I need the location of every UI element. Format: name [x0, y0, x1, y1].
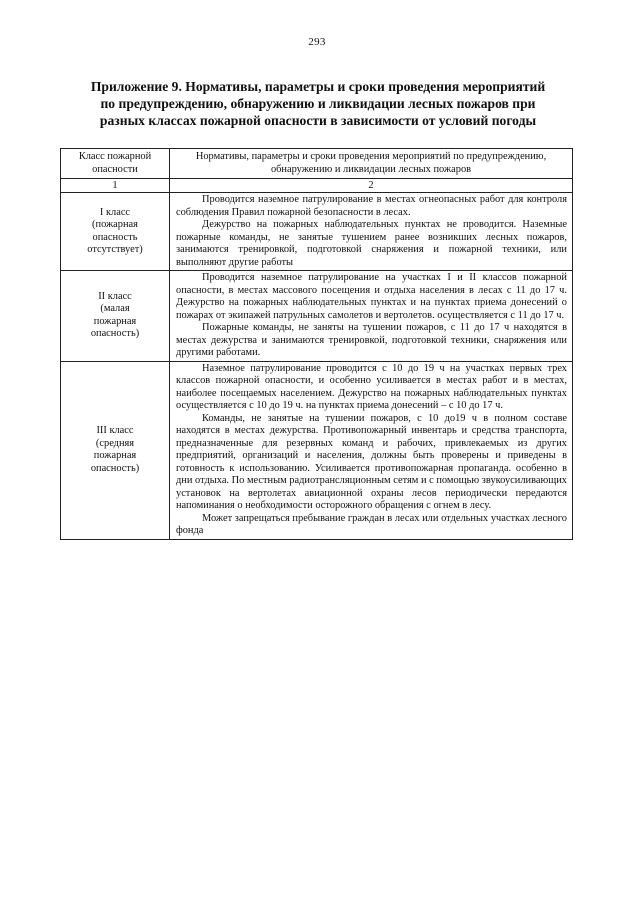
page-number: 293 — [308, 36, 326, 48]
fire-danger-table — [60, 148, 573, 540]
class-cell — [61, 193, 170, 271]
table-row — [61, 271, 573, 362]
table-row — [61, 361, 573, 539]
class-description: пожарная — [93, 450, 137, 461]
class-label: III класс — [96, 425, 134, 436]
class-label: I класс — [99, 206, 131, 218]
class-description: (пожарная — [92, 219, 138, 230]
measures-paragraph: Может запрещаться пребывание граждан в лесах или отдельных участках лесного фонда — [176, 512, 567, 536]
header-class-cell: Класс пожарной опасности — [61, 149, 170, 179]
title-line: Приложение 9. Нормативы, параметры и сроки проведения мероприятий — [90, 79, 546, 94]
measures-paragraph: Проводится наземное патрулирование на участках I и II классов пожарной опасности, в местах массового посещения и отдыха населения в лесах с 11 до 17 ч. Дежурство на пожарных наблюдательных пунктах и на пунктах приема донесений о пожарах от экипажей патрульных самолетов и вертолетов. осуществляется с 11 до 17 ч. — [176, 272, 567, 321]
table-row — [61, 193, 573, 271]
document-title — [58, 78, 578, 129]
column-number: 2 — [170, 179, 573, 193]
class-description: пожарная — [93, 315, 137, 327]
class-description: (малая — [100, 303, 130, 315]
class-description: опасность) — [90, 462, 140, 474]
class-description: опасность) — [90, 328, 140, 340]
measures-cell — [170, 361, 573, 539]
header-measures-cell: Нормативы, параметры и сроки проведения мероприятий по предупреждению, обнаружению и ликвидации лесных пожаров — [170, 149, 573, 179]
measures-cell — [170, 193, 573, 271]
class-cell — [61, 361, 170, 539]
title-line: разных классах пожарной опасности в зависимости от условий погоды — [99, 113, 537, 128]
class-description: отсутствует) — [87, 244, 143, 255]
class-cell — [61, 271, 170, 362]
class-description: (средняя — [95, 437, 135, 449]
title-line: по предупреждению, обнаружению и ликвидации лесных пожаров при — [100, 96, 536, 111]
class-label: II класс — [98, 290, 132, 302]
measures-cell — [170, 271, 573, 362]
measures-paragraph: Команды, не занятые на тушении пожаров, с 10 до19 ч в полном составе находятся в местах дежурства. Противопожарный инвентарь и средства транспорта, предназначенные для резервных команд и рабочих, привлекаемых из других предприятий, организаций и населения, должны быть проверены и приведены в готовность к использованию. Усиливается противопожарная пропаганда. особенно в дни отдыха. По местным радиотрансляционным сетям и с помощью звукоусиливающих установок на вертолетах авиационной охраны лесов периодически передаются напоминания о необходимости осторожного обращения с огнем в лесу. — [176, 412, 567, 511]
column-number-row — [61, 179, 573, 193]
measures-paragraph: Наземное патрулирование проводится с 10 до 19 ч на участках первых трех классов пожарной опасности, и особенно усиливается в местах работ и в местах, наиболее посещаемых населением. Дежурство на пожарных наблюдательных пунктах осуществляется с 10 до 19 ч. на пунктах приема донесений – с 10 до 17 ч. — [176, 362, 567, 411]
table-header-row — [61, 149, 573, 179]
class-description: опасность — [92, 231, 138, 243]
measures-paragraph: Дежурство на пожарных наблюдательных пунктах не проводится. Наземные пожарные команды, не занятые тушением ранее возникших лесных пожаров, занимаются тренировкой, подготовкой снаряжения и пожарной техники, или выполняют другие работы — [176, 219, 567, 268]
column-number: 1 — [61, 179, 170, 193]
measures-paragraph: Проводится наземное патрулирование в местах огнеопасных работ для контроля соблюдения Правил пожарной безопасности в лесах. — [176, 194, 567, 218]
measures-paragraph: Пожарные команды, не заняты на тушении пожаров, с 11 до 17 ч находятся в местах дежурства и занимаются тренировкой, подготовкой техники, снаряжения или другими работами. — [176, 322, 567, 358]
